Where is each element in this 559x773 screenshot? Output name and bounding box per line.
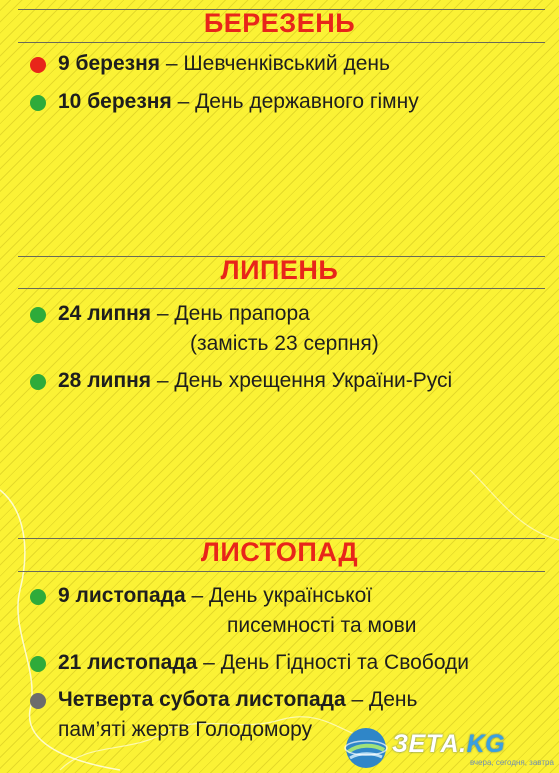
item-description: – День: [345, 688, 418, 711]
item-description: – День української: [185, 584, 373, 607]
item-date: 10 березня: [58, 90, 172, 113]
item-continuation: писемності та мови: [227, 614, 417, 637]
item-date: 28 липня: [58, 369, 152, 392]
item-text: [58, 87, 419, 116]
item-date: 9 березня: [58, 52, 161, 75]
section-title: ЛИПЕНЬ: [220, 255, 339, 285]
green-bullet-icon: [30, 589, 46, 605]
logo-text: [392, 730, 505, 759]
logo-suffix: KG: [466, 730, 506, 758]
section-header: [0, 529, 559, 565]
item-description: – Шевченківський день: [160, 52, 390, 75]
site-logo[interactable]: [338, 722, 559, 773]
item-date: 24 липня: [58, 302, 152, 325]
item-date: 21 листопада: [58, 651, 198, 674]
logo-name: ЗЕТА.: [392, 730, 467, 758]
item-description: – День державного гімну: [171, 90, 419, 113]
section-march: [0, 0, 559, 36]
divider: [18, 42, 545, 43]
item-text: [58, 685, 417, 714]
logo-tagline: вчера, сегодня, завтра: [470, 758, 554, 767]
green-bullet-icon: [30, 307, 46, 323]
item-text: [58, 49, 390, 78]
item-description: – День Гідності та Свободи: [197, 651, 470, 674]
divider: [18, 571, 545, 572]
green-bullet-icon: [30, 374, 46, 390]
section-july: [0, 247, 559, 283]
globe-icon: [344, 726, 388, 770]
section-header: [0, 247, 559, 283]
gray-bullet-icon: [30, 693, 46, 709]
item-text: [58, 581, 372, 610]
item-text: [58, 299, 310, 328]
item-text: [58, 648, 469, 677]
section-november: [0, 529, 559, 565]
red-bullet-icon: [30, 57, 46, 73]
section-title: ЛИСТОПАД: [200, 537, 359, 567]
divider: [18, 288, 545, 289]
item-continuation: пам’яті жертв Голодомору: [58, 718, 313, 741]
section-title: БЕРЕЗЕНЬ: [203, 8, 356, 38]
section-header: [0, 0, 559, 36]
item-date: 9 листопада: [58, 584, 186, 607]
item-date: Четверта субота листопада: [58, 688, 346, 711]
item-description: – День прапора: [151, 302, 310, 325]
green-bullet-icon: [30, 95, 46, 111]
item-continuation: (замість 23 серпня): [190, 332, 379, 355]
item-description: – День хрещення України-Русі: [151, 369, 453, 392]
green-bullet-icon: [30, 656, 46, 672]
item-text: [58, 366, 452, 395]
